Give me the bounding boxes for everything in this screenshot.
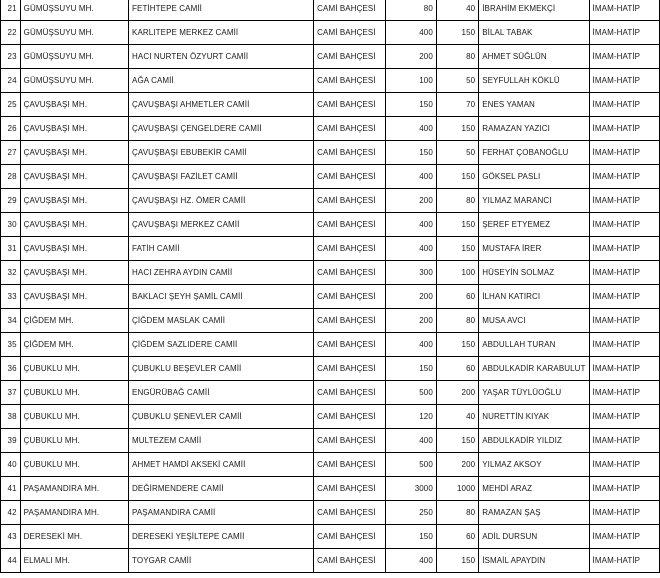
imam-name-cell: ENES YAMAN [479, 93, 589, 117]
table-row [1, 285, 660, 309]
mosque-name-cell: DEĞİRMENDERE CAMİİ [129, 477, 314, 501]
table-row [1, 333, 660, 357]
location-cell: CAMİ BAHÇESİ [314, 261, 386, 285]
neighborhood-cell: ELMALI MH. [20, 549, 128, 573]
row-number-cell: 39 [1, 429, 21, 453]
table-body [1, 0, 660, 573]
area-cell: 150 [436, 429, 478, 453]
table-row [1, 381, 660, 405]
imam-name-cell: AHMET SÜĞLÜN [479, 45, 589, 69]
table-row [1, 213, 660, 237]
location-cell: CAMİ BAHÇESİ [314, 309, 386, 333]
area-cell: 60 [436, 285, 478, 309]
imam-name-cell: İSMAİL APAYDIN [479, 549, 589, 573]
imam-name-cell: HÜSEYİN SOLMAZ [479, 261, 589, 285]
area-cell: 80 [436, 45, 478, 69]
table-row [1, 93, 660, 117]
capacity-cell: 400 [386, 429, 436, 453]
neighborhood-cell: GÜMÜŞSUYU MH. [20, 45, 128, 69]
imam-name-cell: YILMAZ MARANCI [479, 189, 589, 213]
neighborhood-cell: ÇAVUŞBAŞI MH. [20, 141, 128, 165]
neighborhood-cell: DERESEKİ MH. [20, 525, 128, 549]
mosque-name-cell: ÇAVUŞBAŞI AHMETLER CAMİİ [129, 93, 314, 117]
neighborhood-cell: PAŞAMANDIRA MH. [20, 501, 128, 525]
mosque-name-cell: BAKLACI ŞEYH ŞAMİL CAMİİ [129, 285, 314, 309]
imam-name-cell: GÖKSEL PASLI [479, 165, 589, 189]
row-number-cell: 37 [1, 381, 21, 405]
table-row [1, 501, 660, 525]
neighborhood-cell: ÇAVUŞBAŞI MH. [20, 189, 128, 213]
imam-name-cell: MUSA AVCI [479, 309, 589, 333]
capacity-cell: 150 [386, 357, 436, 381]
capacity-cell: 400 [386, 237, 436, 261]
neighborhood-cell: ÇUBUKLU MH. [20, 429, 128, 453]
area-cell: 40 [436, 405, 478, 429]
table-row [1, 477, 660, 501]
table-row [1, 429, 660, 453]
capacity-cell: 300 [386, 261, 436, 285]
location-cell: CAMİ BAHÇESİ [314, 477, 386, 501]
location-cell: CAMİ BAHÇESİ [314, 141, 386, 165]
capacity-cell: 200 [386, 285, 436, 309]
neighborhood-cell: PAŞAMANDIRA MH. [20, 477, 128, 501]
title-cell: İMAM-HATİP [589, 381, 659, 405]
title-cell: İMAM-HATİP [589, 429, 659, 453]
title-cell: İMAM-HATİP [589, 69, 659, 93]
neighborhood-cell: ÇAVUŞBAŞI MH. [20, 93, 128, 117]
area-cell: 40 [436, 0, 478, 21]
row-number-cell: 21 [1, 0, 21, 21]
area-cell: 70 [436, 93, 478, 117]
imam-name-cell: ABDULLAH TURAN [479, 333, 589, 357]
location-cell: CAMİ BAHÇESİ [314, 69, 386, 93]
area-cell: 150 [436, 165, 478, 189]
area-cell: 80 [436, 309, 478, 333]
neighborhood-cell: ÇUBUKLU MH. [20, 453, 128, 477]
neighborhood-cell: ÇUBUKLU MH. [20, 357, 128, 381]
location-cell: CAMİ BAHÇESİ [314, 357, 386, 381]
table-row [1, 453, 660, 477]
row-number-cell: 33 [1, 285, 21, 309]
table-row [1, 189, 660, 213]
imam-name-cell: FERHAT ÇOBANOĞLU [479, 141, 589, 165]
mosque-name-cell: TOYGAR CAMİİ [129, 549, 314, 573]
mosque-name-cell: KARLITEPE MERKEZ CAMİİ [129, 21, 314, 45]
mosque-name-cell: MULTEZEM CAMİİ [129, 429, 314, 453]
location-cell: CAMİ BAHÇESİ [314, 285, 386, 309]
title-cell: İMAM-HATİP [589, 261, 659, 285]
row-number-cell: 43 [1, 525, 21, 549]
row-number-cell: 26 [1, 117, 21, 141]
capacity-cell: 200 [386, 309, 436, 333]
table-row [1, 525, 660, 549]
table-row [1, 165, 660, 189]
location-cell: CAMİ BAHÇESİ [314, 45, 386, 69]
capacity-cell: 150 [386, 141, 436, 165]
area-cell: 100 [436, 261, 478, 285]
row-number-cell: 41 [1, 477, 21, 501]
title-cell: İMAM-HATİP [589, 405, 659, 429]
title-cell: İMAM-HATİP [589, 477, 659, 501]
title-cell: İMAM-HATİP [589, 165, 659, 189]
mosque-name-cell: HACI NURTEN ÖZYURT CAMİİ [129, 45, 314, 69]
row-number-cell: 34 [1, 309, 21, 333]
neighborhood-cell: ÇUBUKLU MH. [20, 381, 128, 405]
imam-name-cell: MEHDİ ARAZ [479, 477, 589, 501]
row-number-cell: 25 [1, 93, 21, 117]
capacity-cell: 250 [386, 501, 436, 525]
row-number-cell: 44 [1, 549, 21, 573]
table-row [1, 69, 660, 93]
mosque-name-cell: PAŞAMANDIRA CAMİİ [129, 501, 314, 525]
mosque-name-cell: ÇUBUKLU BEŞEVLER CAMİİ [129, 357, 314, 381]
table-row [1, 549, 660, 573]
row-number-cell: 23 [1, 45, 21, 69]
row-number-cell: 29 [1, 189, 21, 213]
capacity-cell: 120 [386, 405, 436, 429]
row-number-cell: 24 [1, 69, 21, 93]
table-row [1, 237, 660, 261]
area-cell: 60 [436, 525, 478, 549]
capacity-cell: 400 [386, 165, 436, 189]
neighborhood-cell: GÜMÜŞSUYU MH. [20, 21, 128, 45]
imam-name-cell: BİLAL TABAK [479, 21, 589, 45]
row-number-cell: 35 [1, 333, 21, 357]
neighborhood-cell: ÇAVUŞBAŞI MH. [20, 117, 128, 141]
row-number-cell: 31 [1, 237, 21, 261]
title-cell: İMAM-HATİP [589, 333, 659, 357]
mosque-name-cell: ÇAVUŞBAŞI FAZİLET CAMİİ [129, 165, 314, 189]
capacity-cell: 400 [386, 21, 436, 45]
mosque-name-cell: ÇİĞDEM SAZLIDERE CAMİİ [129, 333, 314, 357]
row-number-cell: 27 [1, 141, 21, 165]
mosque-name-cell: AĞA CAMİİ [129, 69, 314, 93]
imam-name-cell: YILMAZ AKSOY [479, 453, 589, 477]
row-number-cell: 22 [1, 21, 21, 45]
imam-name-cell: RAMAZAN YAZICI [479, 117, 589, 141]
table-row [1, 357, 660, 381]
neighborhood-cell: ÇAVUŞBAŞI MH. [20, 237, 128, 261]
capacity-cell: 150 [386, 93, 436, 117]
imam-name-cell: ŞEREF ETYEMEZ [479, 213, 589, 237]
table-row [1, 141, 660, 165]
location-cell: CAMİ BAHÇESİ [314, 549, 386, 573]
mosque-name-cell: ÇAVUŞBAŞI EBUBEKİR CAMİİ [129, 141, 314, 165]
location-cell: CAMİ BAHÇESİ [314, 429, 386, 453]
title-cell: İMAM-HATİP [589, 525, 659, 549]
capacity-cell: 400 [386, 213, 436, 237]
location-cell: CAMİ BAHÇESİ [314, 0, 386, 21]
imam-name-cell: ADİL DURSUN [479, 525, 589, 549]
neighborhood-cell: ÇUBUKLU MH. [20, 405, 128, 429]
neighborhood-cell: GÜMÜŞSUYU MH. [20, 0, 128, 21]
neighborhood-cell: GÜMÜŞSUYU MH. [20, 69, 128, 93]
title-cell: İMAM-HATİP [589, 117, 659, 141]
mosque-name-cell: FETİHTEPE CAMİİ [129, 0, 314, 21]
table-row [1, 309, 660, 333]
imam-name-cell: RAMAZAN ŞAŞ [479, 501, 589, 525]
table-row [1, 21, 660, 45]
title-cell: İMAM-HATİP [589, 213, 659, 237]
imam-name-cell: YAŞAR TÜYLÜOĞLU [479, 381, 589, 405]
mosque-name-cell: DERESEKİ YEŞİLTEPE CAMİİ [129, 525, 314, 549]
area-cell: 150 [436, 549, 478, 573]
area-cell: 80 [436, 501, 478, 525]
table-row [1, 261, 660, 285]
capacity-cell: 200 [386, 189, 436, 213]
mosque-name-cell: AHMET HAMDİ AKSEKİ CAMİİ [129, 453, 314, 477]
location-cell: CAMİ BAHÇESİ [314, 117, 386, 141]
area-cell: 60 [436, 357, 478, 381]
location-cell: CAMİ BAHÇESİ [314, 189, 386, 213]
imam-name-cell: MUSTAFA İRER [479, 237, 589, 261]
imam-name-cell: İBRAHİM EKMEKÇİ [479, 0, 589, 21]
imam-name-cell: ABDULKADİR KARABULUT [479, 357, 589, 381]
location-cell: CAMİ BAHÇESİ [314, 525, 386, 549]
mosque-name-cell: HACI ZEHRA AYDIN CAMİİ [129, 261, 314, 285]
capacity-cell: 200 [386, 45, 436, 69]
neighborhood-cell: ÇAVUŞBAŞI MH. [20, 285, 128, 309]
mosque-name-cell: ÇUBUKLU ŞENEVLER CAMİİ [129, 405, 314, 429]
title-cell: İMAM-HATİP [589, 549, 659, 573]
area-cell: 50 [436, 141, 478, 165]
location-cell: CAMİ BAHÇESİ [314, 501, 386, 525]
area-cell: 150 [436, 213, 478, 237]
capacity-cell: 400 [386, 333, 436, 357]
mosque-name-cell: ÇAVUŞBAŞI MERKEZ CAMİİ [129, 213, 314, 237]
title-cell: İMAM-HATİP [589, 285, 659, 309]
imam-name-cell: NURETTİN KIYAK [479, 405, 589, 429]
mosque-name-cell: ÇAVUŞBAŞI ÇENGELDERE CAMİİ [129, 117, 314, 141]
location-cell: CAMİ BAHÇESİ [314, 21, 386, 45]
area-cell: 150 [436, 117, 478, 141]
neighborhood-cell: ÇİĞDEM MH. [20, 333, 128, 357]
row-number-cell: 28 [1, 165, 21, 189]
title-cell: İMAM-HATİP [589, 21, 659, 45]
area-cell: 200 [436, 453, 478, 477]
imam-name-cell: ABDULKADİR YILDIZ [479, 429, 589, 453]
imam-name-cell: İLHAN KATIRCI [479, 285, 589, 309]
table-row [1, 117, 660, 141]
neighborhood-cell: ÇAVUŞBAŞI MH. [20, 213, 128, 237]
table-row [1, 405, 660, 429]
title-cell: İMAM-HATİP [589, 237, 659, 261]
table-row [1, 0, 660, 21]
location-cell: CAMİ BAHÇESİ [314, 213, 386, 237]
location-cell: CAMİ BAHÇESİ [314, 381, 386, 405]
capacity-cell: 400 [386, 549, 436, 573]
area-cell: 150 [436, 21, 478, 45]
capacity-cell: 150 [386, 525, 436, 549]
location-cell: CAMİ BAHÇESİ [314, 333, 386, 357]
capacity-cell: 80 [386, 0, 436, 21]
location-cell: CAMİ BAHÇESİ [314, 405, 386, 429]
row-number-cell: 30 [1, 213, 21, 237]
imam-name-cell: SEYFULLAH KÖKLÜ [479, 69, 589, 93]
title-cell: İMAM-HATİP [589, 501, 659, 525]
mosque-name-cell: FATİH CAMİİ [129, 237, 314, 261]
mosque-name-cell: ENGÜRÜBAĞ CAMİİ [129, 381, 314, 405]
capacity-cell: 400 [386, 117, 436, 141]
title-cell: İMAM-HATİP [589, 309, 659, 333]
row-number-cell: 42 [1, 501, 21, 525]
row-number-cell: 38 [1, 405, 21, 429]
title-cell: İMAM-HATİP [589, 93, 659, 117]
area-cell: 150 [436, 237, 478, 261]
capacity-cell: 3000 [386, 477, 436, 501]
capacity-cell: 500 [386, 453, 436, 477]
capacity-cell: 100 [386, 69, 436, 93]
row-number-cell: 36 [1, 357, 21, 381]
row-number-cell: 40 [1, 453, 21, 477]
location-cell: CAMİ BAHÇESİ [314, 93, 386, 117]
location-cell: CAMİ BAHÇESİ [314, 165, 386, 189]
neighborhood-cell: ÇİĞDEM MH. [20, 309, 128, 333]
mosque-name-cell: ÇAVUŞBAŞI HZ. ÖMER CAMİİ [129, 189, 314, 213]
title-cell: İMAM-HATİP [589, 357, 659, 381]
area-cell: 50 [436, 69, 478, 93]
row-number-cell: 32 [1, 261, 21, 285]
neighborhood-cell: ÇAVUŞBAŞI MH. [20, 261, 128, 285]
title-cell: İMAM-HATİP [589, 141, 659, 165]
capacity-cell: 500 [386, 381, 436, 405]
area-cell: 150 [436, 333, 478, 357]
title-cell: İMAM-HATİP [589, 0, 659, 21]
neighborhood-cell: ÇAVUŞBAŞI MH. [20, 165, 128, 189]
title-cell: İMAM-HATİP [589, 189, 659, 213]
area-cell: 1000 [436, 477, 478, 501]
location-cell: CAMİ BAHÇESİ [314, 453, 386, 477]
location-cell: CAMİ BAHÇESİ [314, 237, 386, 261]
area-cell: 200 [436, 381, 478, 405]
mosque-name-cell: ÇİĞDEM MASLAK CAMİİ [129, 309, 314, 333]
table-row [1, 45, 660, 69]
area-cell: 80 [436, 189, 478, 213]
title-cell: İMAM-HATİP [589, 453, 659, 477]
title-cell: İMAM-HATİP [589, 45, 659, 69]
